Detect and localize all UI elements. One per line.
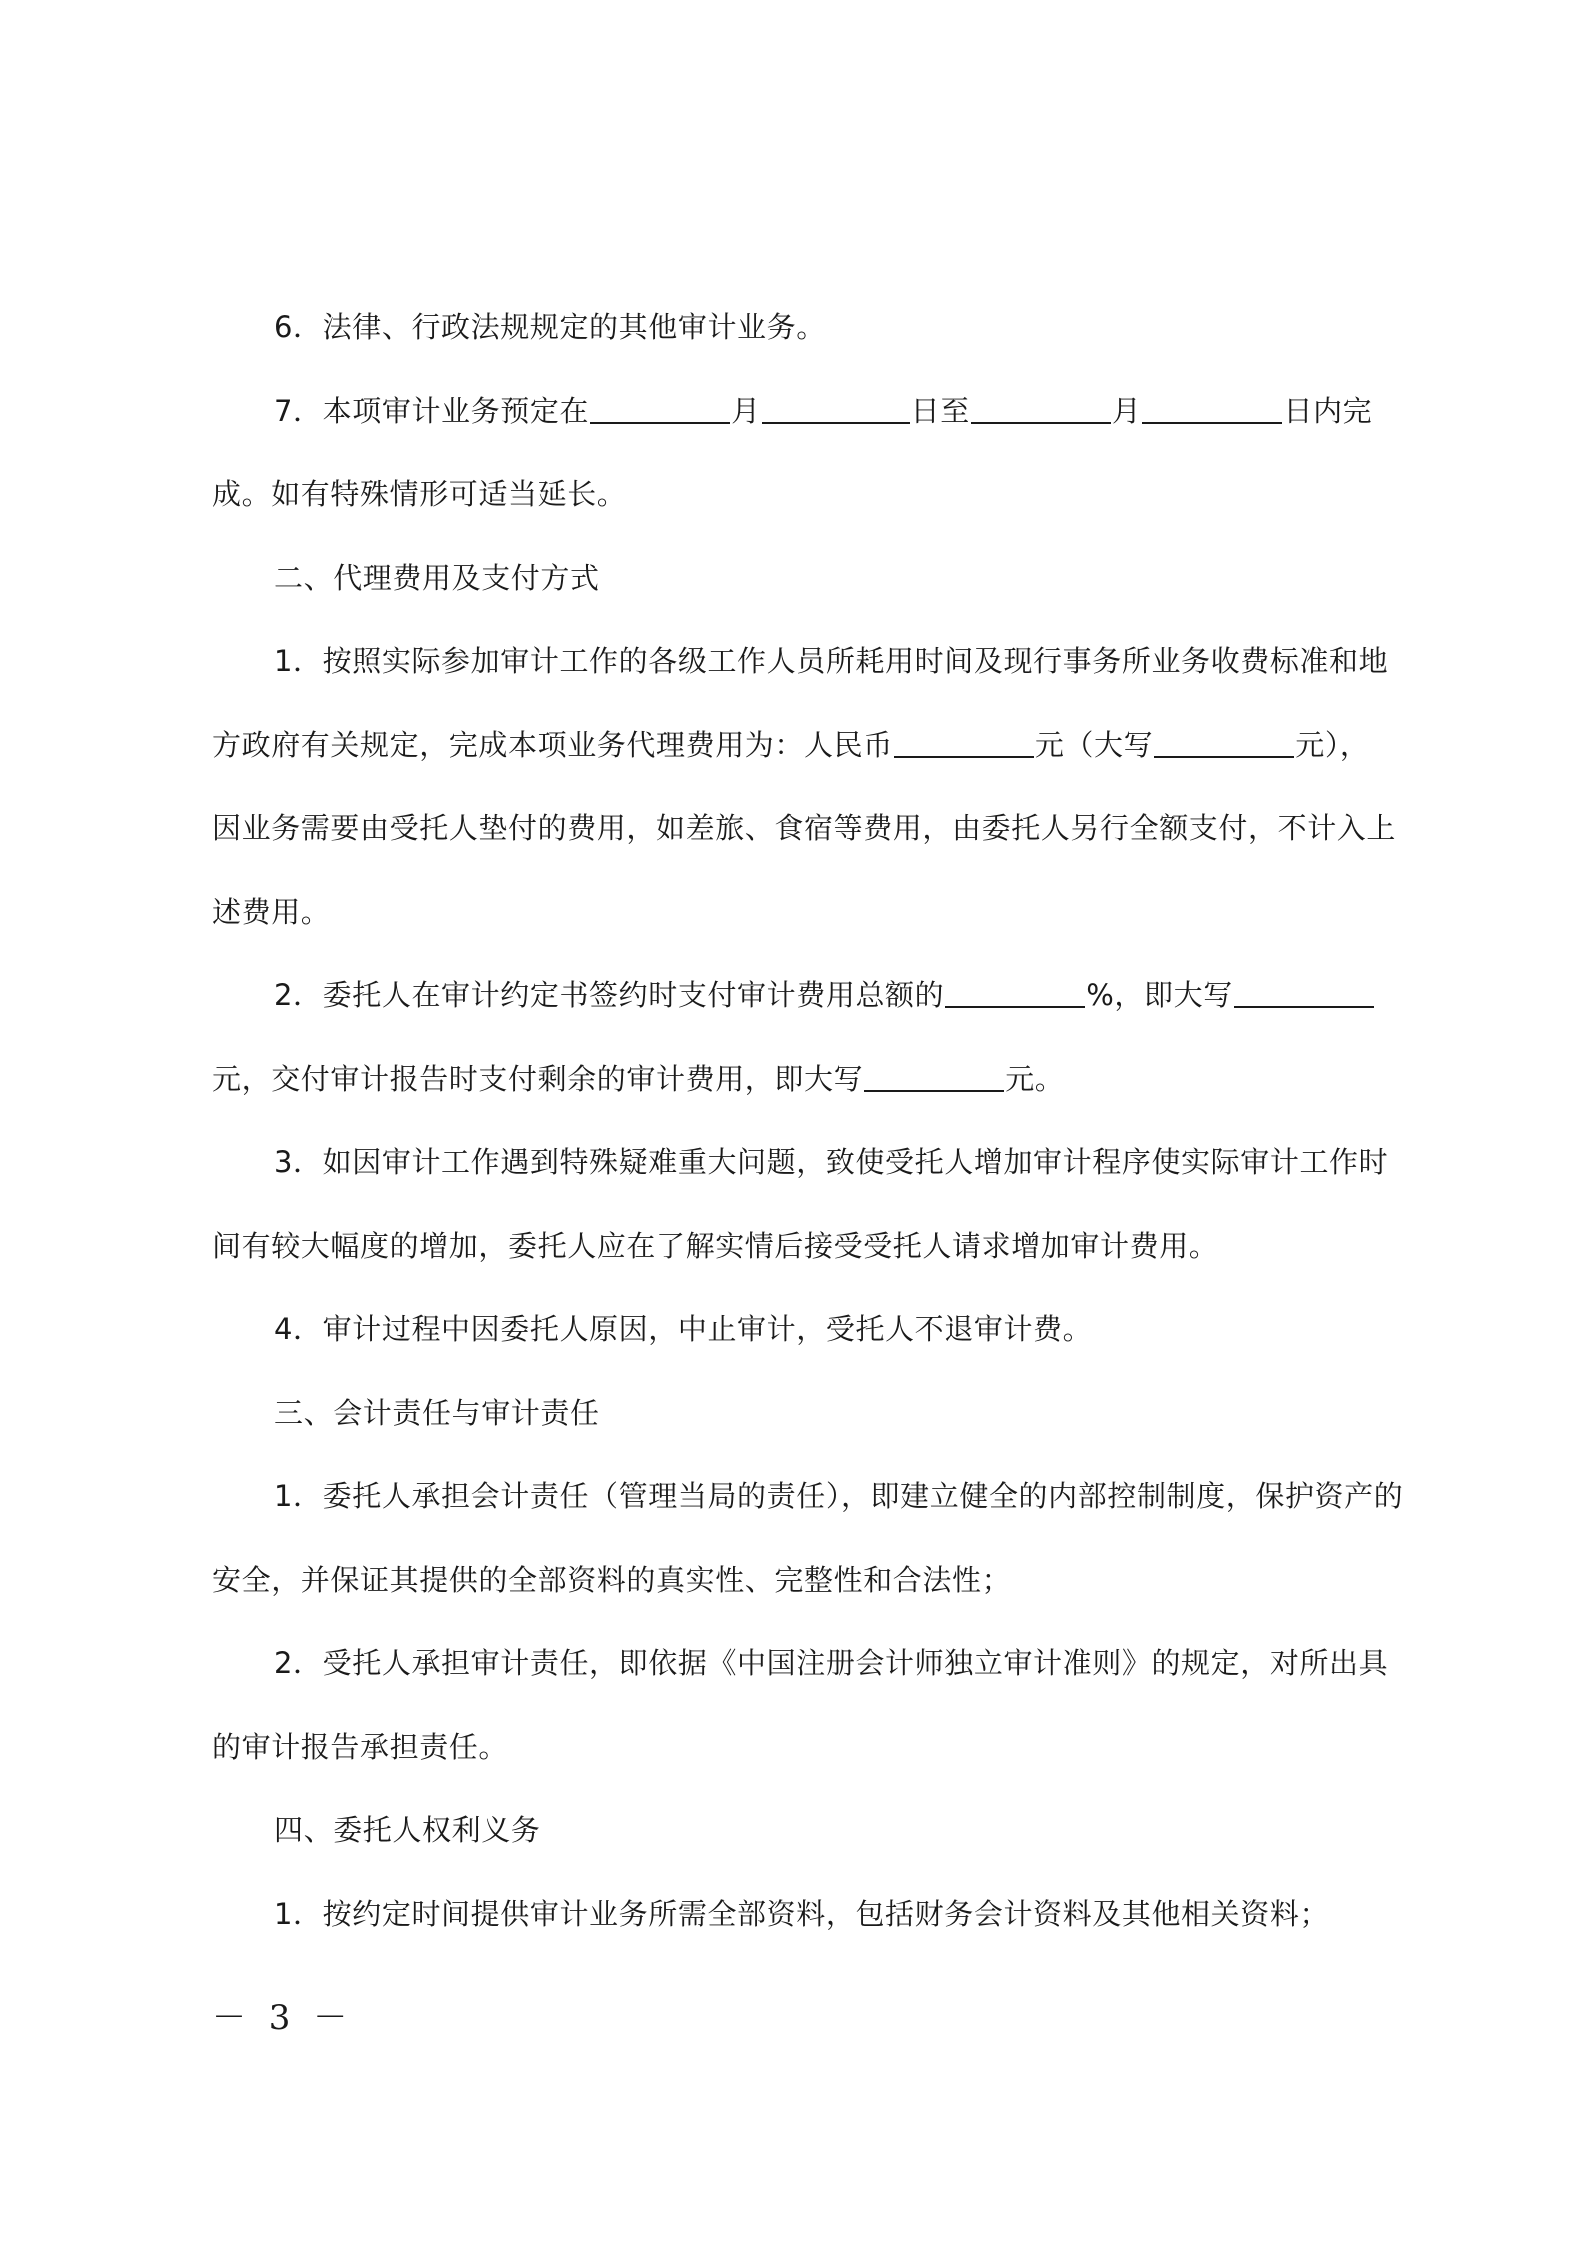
fee-text-c: 元）， bbox=[1295, 727, 1370, 762]
fee-amount-words-blank[interactable] bbox=[1154, 726, 1294, 758]
section-2-item-4: 4．审计过程中因委托人原因，中止审计，受托人不退审计费。 bbox=[274, 1312, 1093, 1346]
page-number: － 3 － bbox=[212, 1998, 354, 2038]
section-2-item-3-line-1: 3．如因审计工作遇到特殊疑难重大问题，致使受托人增加审计程序使实际审计工作时 bbox=[274, 1145, 1389, 1179]
section-3-item-2-line-1: 2．受托人承担审计责任，即依据《中国注册会计师独立审计准则》的规定，对所出具 bbox=[274, 1646, 1389, 1680]
item-7-month-1: 月 bbox=[731, 393, 761, 428]
item-6: 6．法律、行政法规规定的其他审计业务。 bbox=[274, 310, 826, 344]
month-end-blank[interactable] bbox=[971, 392, 1111, 424]
section-3-item-2-line-2: 的审计报告承担责任。 bbox=[212, 1729, 509, 1764]
fee-amount-blank[interactable] bbox=[894, 726, 1034, 758]
section-2-item-1-line-2 bbox=[212, 704, 1392, 788]
fee-text-b: 元（大写 bbox=[1034, 727, 1154, 762]
item-7-day-2: 日内完 bbox=[1283, 393, 1373, 428]
payment-text-a: 2．委托人在审计约定书签约时支付审计费用总额的 bbox=[274, 978, 945, 1012]
payment-words-blank[interactable] bbox=[1234, 976, 1374, 1008]
day-start-blank[interactable] bbox=[762, 392, 910, 424]
section-3-item-1-line-2: 安全，并保证其提供的全部资料的真实性、完整性和合法性； bbox=[212, 1562, 1012, 1597]
section-2-item-3-line-2: 间有较大幅度的增加，委托人应在了解实情后接受受托人请求增加审计费用。 bbox=[212, 1228, 1219, 1263]
section-2-item-1-line-4: 述费用。 bbox=[212, 894, 331, 929]
section-4-heading: 四、委托人权利义务 bbox=[274, 1813, 541, 1847]
section-2-item-2-line-1 bbox=[212, 954, 1392, 1038]
item-7-day-1: 日至 bbox=[910, 393, 970, 428]
payment-text-d: 元。 bbox=[1005, 1061, 1065, 1096]
item-7-month-2: 月 bbox=[1111, 393, 1142, 428]
section-2-heading: 二、代理费用及支付方式 bbox=[274, 560, 600, 595]
payment-text-b: %，即大写 bbox=[1086, 978, 1233, 1012]
section-2-item-1-line-3: 因业务需要由受托人垫付的费用，如差旅、食宿等费用，由委托人另行全额支付，不计入上 bbox=[212, 811, 1397, 845]
payment-percent-blank[interactable] bbox=[945, 976, 1085, 1008]
fee-text-a: 方政府有关规定，完成本项业务代理费用为：人民币 bbox=[212, 727, 893, 762]
section-2-item-2-line-2 bbox=[212, 1038, 1392, 1122]
section-3-item-1-line-1: 1．委托人承担会计责任（管理当局的责任），即建立健全的内部控制制度，保护资产的 bbox=[274, 1479, 1404, 1513]
section-4-item-1: 1．按约定时间提供审计业务所需全部资料，包括财务会计资料及其他相关资料； bbox=[274, 1896, 1330, 1931]
section-2-item-1-line-1: 1．按照实际参加审计工作的各级工作人员所耗用时间及现行事务所业务收费标准和地 bbox=[274, 644, 1389, 678]
item-7-line-1 bbox=[212, 370, 1392, 454]
item-7-line-2: 成。如有特殊情形可适当延长。 bbox=[212, 477, 627, 511]
remaining-fee-blank[interactable] bbox=[864, 1060, 1004, 1092]
item-7-prefix: 7．本项审计业务预定在 bbox=[274, 393, 590, 428]
document-body bbox=[212, 286, 1404, 1956]
day-end-blank[interactable] bbox=[1142, 392, 1282, 424]
payment-text-c: 元，交付审计报告时支付剩余的审计费用，即大写 bbox=[212, 1061, 864, 1096]
section-3-heading: 三、会计责任与审计责任 bbox=[274, 1395, 600, 1430]
month-start-blank[interactable] bbox=[590, 392, 730, 424]
